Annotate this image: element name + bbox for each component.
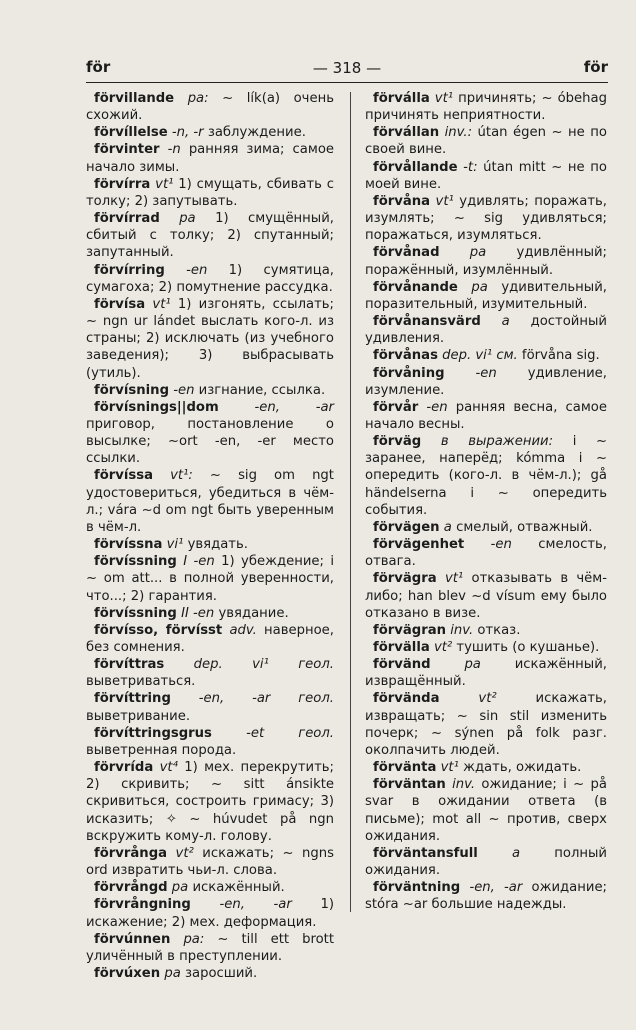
- entry-grammar: -en: [186, 262, 208, 278]
- entry-definition: выветренная порода.: [86, 742, 237, 758]
- entry-headword: förvísso, förvísst: [94, 622, 223, 638]
- entry-headword: förväg: [373, 434, 422, 450]
- entry-definition: заблуждение.: [207, 125, 306, 141]
- entry-headword: förväntansfull: [373, 845, 478, 861]
- dictionary-entry: [365, 433, 607, 519]
- entry-grammar: -en, -ar геол.: [198, 691, 334, 707]
- entry-headword: förvrångd: [94, 880, 168, 896]
- dictionary-entry: [86, 124, 334, 141]
- entry-headword: förvírra: [94, 176, 151, 192]
- entry-headword: förvänta: [373, 760, 437, 776]
- entry-headword: förvállan: [373, 125, 440, 141]
- entry-grammar: vt¹: [444, 571, 464, 587]
- entry-definition: förvåna sig.: [521, 348, 600, 364]
- page-header: [86, 58, 608, 80]
- entry-grammar: vi¹: [166, 537, 184, 553]
- entry-grammar: a: [443, 519, 452, 535]
- left-column: [86, 90, 334, 982]
- entry-definition: искажённый.: [192, 880, 285, 896]
- dictionary-entry: [86, 90, 334, 124]
- dictionary-entry: [365, 690, 607, 759]
- entry-grammar: pa: [469, 245, 487, 261]
- dictionary-entry: [86, 210, 334, 261]
- entry-definition: ~ till ett brott уличённый в преступлении.: [86, 931, 335, 964]
- entry-headword: förvänd: [373, 657, 431, 673]
- entry-definition: выветриваться.: [86, 674, 196, 690]
- entry-grammar: vt²: [478, 691, 497, 707]
- dictionary-entry: [86, 467, 334, 536]
- entry-grammar: pa: [471, 279, 488, 295]
- dictionary-entry: [365, 279, 607, 313]
- entry-grammar: dep. vi¹ геол.: [193, 657, 334, 673]
- entry-grammar: vt²: [433, 640, 453, 655]
- entry-grammar: -en: [426, 399, 448, 415]
- entry-headword: förvíssning: [94, 554, 177, 570]
- entry-headword: förväntning: [373, 880, 461, 896]
- dictionary-entry: [86, 931, 334, 965]
- entry-headword: förvånansvärd: [373, 314, 481, 330]
- entry-grammar: -n, -r: [171, 125, 204, 141]
- entry-grammar: pa:: [183, 931, 205, 947]
- dictionary-entry: [365, 159, 607, 193]
- entry-headword: förvírrad: [94, 211, 160, 227]
- entry-headword: förvägenhet: [373, 537, 465, 553]
- dictionary-entry: [86, 965, 334, 982]
- entry-definition: 1) изгонять, ссылать; ~ ngn ur lándet выслать кого-л. из страны; 2) исключать (из учебного заведения); 3) выбрасывать (утиль).: [86, 296, 334, 381]
- dictionary-entry: [365, 347, 607, 364]
- entry-definition: 1) убеждение; i ~ om att... в полной уверенности, что...; 2) гарантия.: [86, 554, 335, 604]
- entry-definition: 1) мех. перекрутить; 2) скривить; ~ sitt ánsikte скривиться, состроить гримасу; 3) исказить; ✧ ~ húvudet på ngn вскружить кому-л. голову.: [86, 760, 334, 844]
- dictionary-entry: [365, 622, 607, 639]
- entry-grammar: inv.: [452, 777, 476, 793]
- entry-headword: förvísning: [94, 382, 170, 398]
- dictionary-entry: [365, 313, 607, 347]
- entry-definition: искажать; ~ ngns ord извратить чьи-л. слова.: [86, 845, 335, 879]
- entry-headword: förvrída: [94, 760, 154, 776]
- dictionary-entry: [86, 896, 334, 930]
- entry-definition: 1) искажение; 2) мех. деформация.: [86, 897, 334, 930]
- dictionary-entry: [365, 399, 607, 433]
- entry-definition: искажать, извращать; ~ sin stil изменить почерк; ~ sýnen på folk разг. околпачить людей.: [365, 691, 607, 758]
- entry-grammar: a: [511, 845, 521, 861]
- dictionary-entry: [86, 296, 334, 382]
- entry-headword: förvåna: [373, 193, 431, 209]
- dictionary-entry: [86, 622, 334, 656]
- entry-grammar: -en, -ar: [219, 897, 292, 913]
- entry-headword: förvillande: [94, 91, 175, 106]
- entry-definition: наверное, без сомнения.: [86, 622, 334, 655]
- dictionary-entry: [365, 365, 607, 399]
- entry-definition: 1) смущать, сбивать с толку; 2) запутывать.: [86, 176, 334, 209]
- entry-definition: выветривание.: [86, 708, 191, 724]
- entry-headword: förvísnings||dom: [94, 399, 219, 415]
- entry-definition: удивлять; поражать, изумлять; ~ sig удивляться; поражаться, изумляться.: [365, 193, 607, 244]
- entry-definition: смелый, отважный.: [456, 519, 593, 535]
- entry-grammar: inv.: [450, 622, 474, 638]
- entry-grammar: -en: [173, 382, 195, 398]
- entry-headword: förvíttringsgrus: [94, 725, 212, 741]
- entry-definition: отказывать в чём-либо; han blev ~d vísum ему было отказано в визе.: [365, 571, 607, 621]
- dictionary-entry: [365, 519, 607, 536]
- entry-definition: тушить (о кушанье).: [456, 640, 600, 655]
- entry-definition: ожидание; i ~ på svar в ожидании ответа (в письме); mot all ~ против, сверх ожидания.: [365, 777, 607, 844]
- entry-definition: ранняя весна, самое начало весны.: [365, 399, 607, 432]
- dictionary-entry: [86, 879, 334, 896]
- dictionary-entry: [365, 879, 607, 913]
- dictionary-entry: [86, 536, 334, 553]
- entry-headword: förvíttras: [94, 657, 165, 673]
- entry-headword: förvånad: [373, 245, 440, 261]
- entry-headword: förvånande: [373, 279, 458, 295]
- entry-definition: ожидание; stóra ~ar большие надежды.: [365, 880, 607, 913]
- entry-definition: приговор, постановление о высылке; ~ort -en, -er место ссылки.: [86, 416, 334, 467]
- dictionary-entry: [365, 90, 607, 124]
- entry-grammar: -en: [475, 365, 497, 381]
- page-number: — 318 —: [312, 59, 382, 77]
- entry-definition: изгнание, ссылка.: [198, 382, 326, 398]
- entry-headword: förvrångning: [94, 897, 191, 913]
- entry-grammar: vt¹: [435, 193, 454, 209]
- dictionary-entry: [365, 570, 607, 621]
- entry-headword: förvísa: [94, 296, 146, 312]
- entry-definition: útan égen ~ не по своей вине.: [365, 125, 607, 158]
- dictionary-entry: [365, 536, 607, 570]
- entry-headword: förválla: [373, 91, 430, 106]
- dictionary-entry: [86, 845, 334, 879]
- entry-grammar: -en, -ar: [469, 880, 523, 896]
- entry-definition: удивление, изумление.: [365, 365, 607, 398]
- dictionary-entry: [86, 725, 334, 759]
- entry-grammar: a: [501, 314, 510, 330]
- entry-grammar: pa:: [187, 91, 209, 106]
- entry-headword: förvinter: [94, 142, 160, 158]
- entry-grammar: dep. vi¹ см.: [442, 348, 518, 364]
- column-divider: [350, 92, 351, 912]
- entry-headword: förvrånga: [94, 845, 168, 861]
- dictionary-entry: [86, 605, 334, 622]
- entry-grammar: -en: [490, 537, 512, 553]
- entry-definition: 1) смущённый, сбитый с толку; 2) спутанный; запутанный.: [86, 211, 334, 261]
- entry-definition: ~ sig om ngt удостовериться, убедиться в чём-л.; vára ~d om ngt быть уверенным в чём-л.: [86, 468, 334, 535]
- header-left-headword: för: [86, 58, 111, 76]
- entry-grammar: -n: [167, 142, 181, 158]
- entry-definition: удивительный, поразительный, изумительный.: [365, 279, 607, 312]
- entry-headword: förvíssna: [94, 537, 163, 553]
- entry-headword: förvíllelse: [94, 125, 168, 141]
- entry-grammar: vt¹: [152, 296, 171, 312]
- dictionary-entry: [365, 776, 607, 845]
- dictionary-entry: [86, 759, 334, 845]
- entry-headword: förväntan: [373, 777, 446, 793]
- entry-definition: увядать.: [187, 537, 248, 553]
- entry-definition: полный ожидания.: [365, 845, 607, 879]
- entry-grammar: -en, -ar: [254, 399, 334, 415]
- dictionary-entry: [86, 382, 334, 399]
- right-column: [365, 90, 607, 914]
- dictionary-entry: [365, 193, 607, 244]
- entry-definition: i ~ заранее, наперёд; kómma i ~ опередить (кого-л. в чём-л.); gå händelserna i ~ опередить события.: [365, 434, 607, 518]
- header-right-headword: för: [583, 58, 608, 76]
- entry-grammar: в выражении:: [440, 434, 554, 450]
- entry-grammar: -et геол.: [246, 725, 334, 741]
- entry-grammar: pa: [179, 211, 196, 227]
- entry-grammar: vt¹:: [170, 468, 193, 484]
- dictionary-entry: [365, 124, 607, 158]
- entry-grammar: -t:: [463, 159, 478, 175]
- entry-definition: причинять; ~ óbehag причинять неприятности.: [365, 91, 607, 124]
- dictionary-entry: [365, 656, 607, 690]
- dictionary-entry: [86, 141, 334, 175]
- entry-grammar: vt¹: [440, 760, 459, 776]
- entry-definition: 1) сумятица, сумагоха; 2) помутнение рассудка.: [86, 262, 334, 295]
- dictionary-entry: [86, 690, 334, 724]
- dictionary-entry: [365, 759, 607, 776]
- dictionary-entry: [86, 262, 334, 296]
- entry-grammar: vt¹: [434, 91, 454, 106]
- entry-headword: förvíssa: [94, 468, 154, 484]
- entry-headword: förvår: [373, 399, 419, 415]
- entry-definition: достойный удивления.: [365, 314, 607, 347]
- dictionary-entry: [365, 244, 607, 278]
- entry-definition: заросший.: [184, 965, 258, 981]
- entry-grammar: pa: [171, 880, 189, 896]
- entry-headword: förvägra: [373, 571, 437, 587]
- entry-grammar: adv.: [229, 622, 257, 638]
- entry-grammar: I -en: [183, 554, 215, 570]
- entry-grammar: vt²: [175, 845, 194, 861]
- entry-definition: смелость, отвага.: [365, 537, 607, 570]
- entry-headword: förvírring: [94, 262, 165, 278]
- entry-headword: förvälla: [373, 640, 430, 655]
- entry-headword: förvållande: [373, 159, 458, 175]
- entry-headword: förvúxen: [94, 965, 161, 981]
- dictionary-entry: [86, 399, 334, 468]
- entry-definition: увядание.: [218, 605, 289, 621]
- entry-headword: förvända: [373, 691, 440, 707]
- entry-definition: отказ.: [477, 622, 521, 638]
- entry-definition: искажённый, извращённый.: [365, 657, 607, 690]
- entry-headword: förvägran: [373, 622, 447, 638]
- entry-headword: förvíttring: [94, 691, 171, 707]
- entry-grammar: pa: [164, 965, 181, 981]
- dictionary-entry: [86, 176, 334, 210]
- entry-definition: удивлённый; поражённый, изумлённый.: [365, 245, 607, 278]
- entry-grammar: inv.:: [444, 125, 473, 141]
- entry-headword: förvåning: [373, 365, 445, 381]
- entry-definition: ждать, ожидать.: [463, 760, 582, 776]
- header-rule: [86, 82, 608, 83]
- dictionary-entry: [86, 656, 334, 690]
- entry-headword: förvägen: [373, 519, 440, 535]
- entry-headword: förvånas: [373, 348, 438, 364]
- dictionary-entry: [365, 845, 607, 879]
- entry-headword: förvíssning: [94, 605, 177, 621]
- entry-grammar: vt⁴: [159, 760, 178, 776]
- entry-grammar: vt¹: [155, 176, 174, 192]
- entry-grammar: pa: [464, 657, 481, 673]
- entry-headword: förvúnnen: [94, 931, 171, 947]
- dictionary-entry: [365, 639, 607, 656]
- entry-definition: ~ lík(a) очень схожий.: [86, 91, 334, 124]
- entry-definition: ранняя зима; самое начало зимы.: [86, 142, 334, 175]
- dictionary-entry: [86, 553, 334, 604]
- entry-grammar: II -en: [181, 605, 215, 621]
- entry-definition: útan mitt ~ не по моей вине.: [365, 159, 607, 192]
